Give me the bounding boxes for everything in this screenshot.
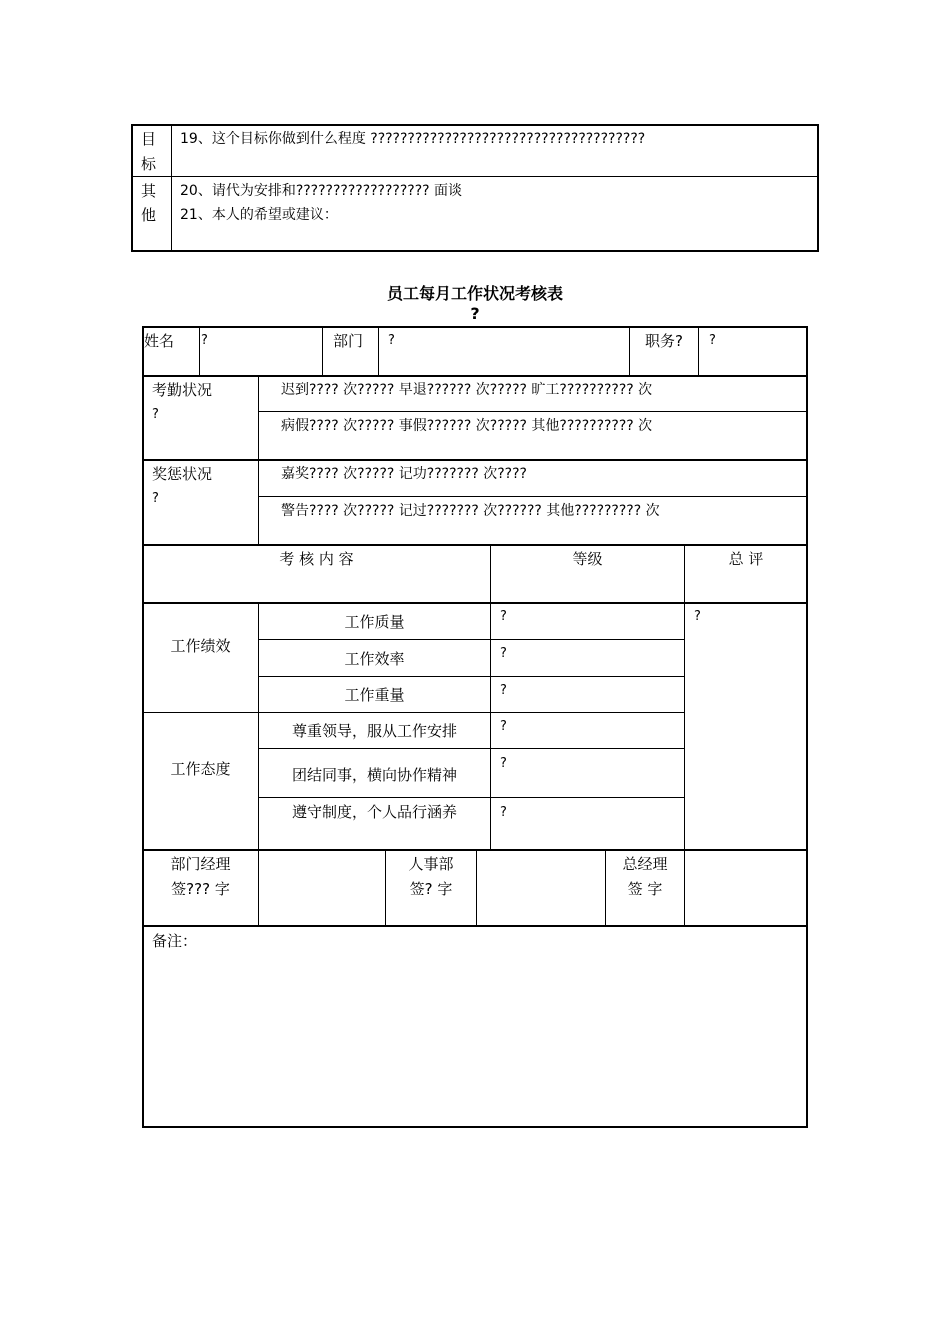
attendance-divider (258, 376, 259, 460)
top-table-divider-horizontal (132, 176, 818, 177)
performance-item-volume: 工作重量 (344, 686, 405, 704)
header-bottom-line (143, 375, 807, 377)
hr-sign-label-1: 人事部 (408, 855, 454, 873)
attendance-mid-line (259, 411, 807, 412)
sig-divider-5 (684, 851, 685, 926)
assess-header-divider-2 (684, 546, 685, 850)
attitude-grade-conduct[interactable]: ? (500, 805, 507, 820)
dept-field[interactable]: ? (388, 333, 395, 348)
goal-label-line1: 目 (141, 130, 157, 148)
attitude-item-respect: 尊重领导，服从工作安排 (291, 722, 457, 740)
performance-label: 工作绩效 (170, 637, 231, 655)
content-column-header: 考 核 内 容 (279, 550, 354, 568)
performance-grade-quality[interactable]: ? (500, 609, 507, 624)
other-item-21: 21、本人的希望或建议： (180, 207, 338, 223)
header-divider-5 (698, 327, 699, 376)
overall-evaluation-field[interactable]: ? (694, 609, 701, 624)
gm-sign-label-2: 签 字 (627, 880, 663, 898)
goal-label-line2: 标 (141, 155, 157, 173)
form-title: 员工每月工作状况考核表 (386, 284, 563, 303)
form-subtitle: ? (470, 304, 480, 323)
attendance-label-mark: ? (152, 407, 159, 422)
dept-manager-sign-label-1: 部门经理 (170, 855, 231, 873)
rewards-bottom-line (143, 544, 807, 546)
dept-label: 部门 (333, 332, 364, 350)
name-field[interactable]: ? (201, 333, 208, 348)
attendance-label: 考勤状况 (152, 381, 213, 399)
header-divider-3 (378, 327, 379, 376)
performance-item-quality: 工作质量 (344, 613, 405, 631)
dept-manager-sign-label-2: 签??? 字 (171, 880, 230, 898)
attitude-item-teamwork: 团结同事，横向协作精神 (291, 766, 457, 784)
performance-item-efficiency: 工作效率 (344, 650, 405, 668)
gm-sign-label-1: 总经理 (622, 855, 668, 873)
other-item-20: 20、请代为安排和?????????????????? 面谈 (180, 183, 463, 199)
rewards-label-mark: ? (152, 491, 159, 506)
sig-divider-1 (258, 851, 259, 926)
attitude-line-2 (259, 797, 685, 798)
hr-sign-label-2: 签? 字 (409, 880, 453, 898)
assessment-bottom-line (143, 849, 807, 851)
position-field[interactable]: ? (709, 333, 716, 348)
performance-grade-efficiency[interactable]: ? (500, 646, 507, 661)
rewards-divider (258, 461, 259, 545)
header-divider-1 (199, 327, 200, 376)
sig-divider-3 (476, 851, 477, 926)
assess-header-divider-1 (490, 546, 491, 850)
hr-signature-field[interactable] (478, 852, 604, 924)
attitude-grade-respect[interactable]: ? (500, 719, 507, 734)
attendance-row-2: 病假???? 次????? 事假?????? 次????? 其他?????????? 次 (281, 418, 653, 434)
top-table-divider-vertical (171, 125, 172, 251)
gm-signature-field[interactable] (686, 852, 806, 924)
rewards-label: 奖惩状况 (152, 465, 213, 483)
header-divider-4 (629, 327, 630, 376)
other-label-line2: 他 (141, 206, 157, 224)
rewards-mid-line (259, 496, 807, 497)
perf-attitude-line (143, 712, 685, 713)
attitude-item-conduct: 遵守制度，个人品行涵养 (291, 803, 457, 821)
goal-item-19: 19、这个目标你做到什么程度 ????????????????????????????????????? (180, 131, 646, 147)
attendance-bottom-line (143, 459, 807, 461)
perf-line-2 (259, 676, 685, 677)
assess-header-bottom-line (143, 602, 807, 604)
attitude-line-1 (259, 748, 685, 749)
performance-grade-volume[interactable]: ? (500, 683, 507, 698)
attendance-row-1: 迟到???? 次????? 早退?????? 次????? 旷工?????????? 次 (281, 382, 653, 398)
dept-manager-signature-field[interactable] (260, 852, 384, 924)
grade-column-header: 等级 (572, 550, 603, 568)
remarks-label: 备注： (152, 932, 198, 950)
signature-bottom-line (143, 925, 807, 927)
remarks-field[interactable] (145, 955, 805, 1125)
attitude-grade-teamwork[interactable]: ? (500, 756, 507, 771)
overall-column-header: 总 评 (728, 550, 764, 568)
other-label-line1: 其 (141, 182, 157, 200)
perf-line-1 (259, 639, 685, 640)
rewards-row-2: 警告???? 次????? 记过??????? 次?????? 其他????????? 次 (281, 503, 660, 519)
name-label: 姓名 (144, 332, 175, 350)
header-divider-2 (322, 327, 323, 376)
position-label: 职务? (645, 332, 683, 350)
rewards-row-1: 嘉奖???? 次????? 记功??????? 次???? (281, 466, 527, 482)
attitude-label: 工作态度 (170, 760, 231, 778)
